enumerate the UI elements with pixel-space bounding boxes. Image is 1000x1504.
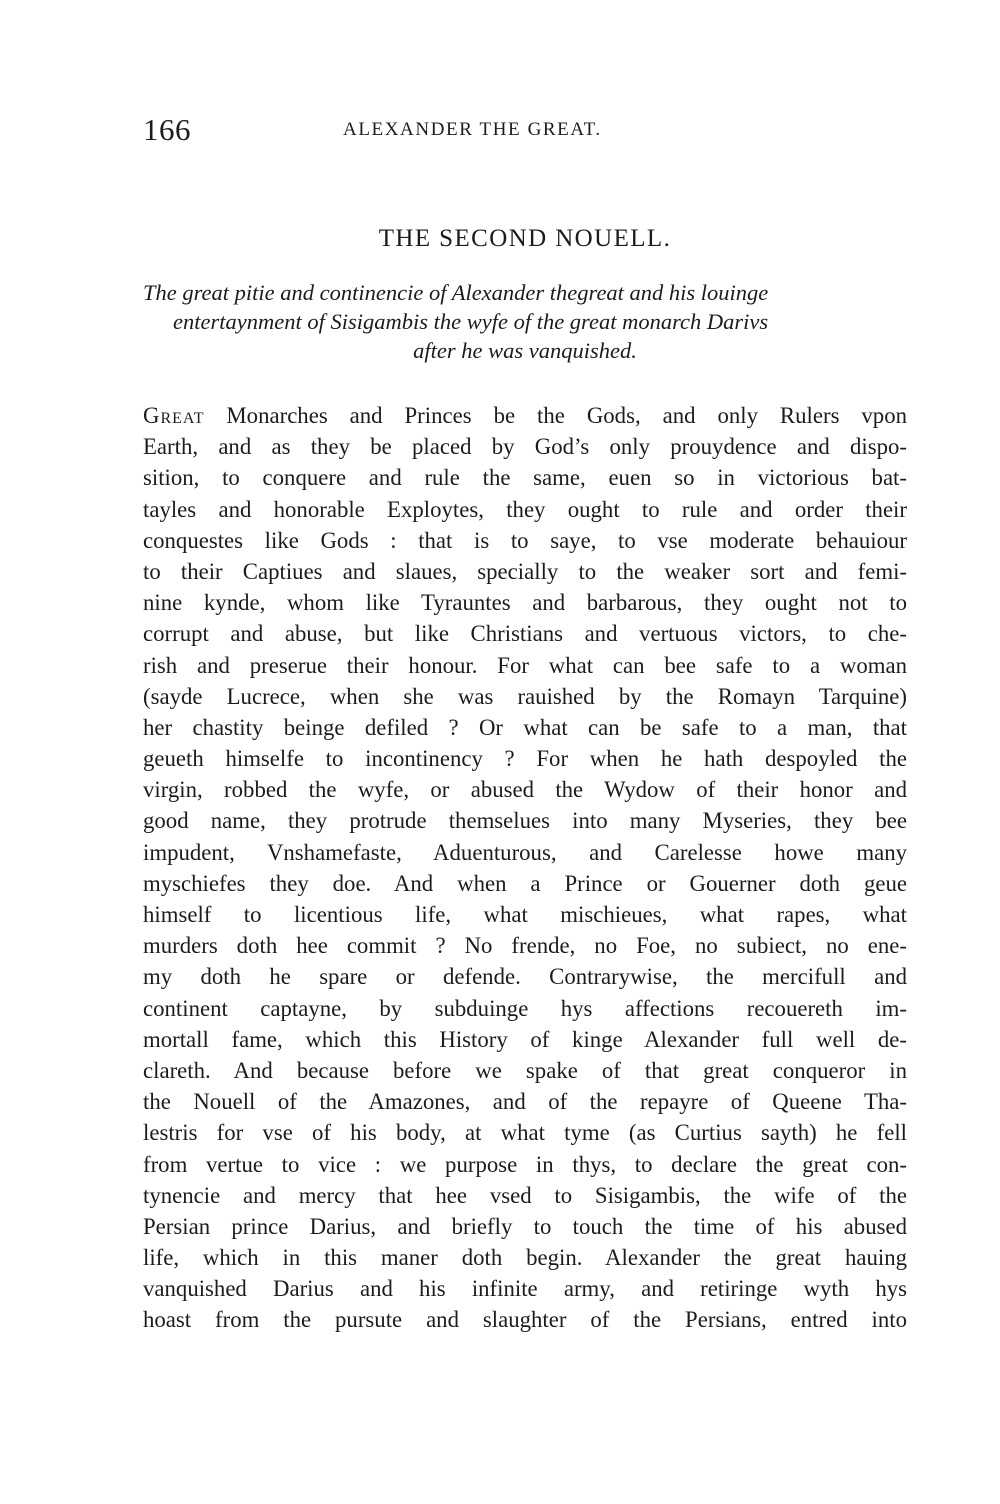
- body-text: [143, 400, 907, 1336]
- text-line: corrupt and abuse, but like Christians and vertuous victors, to che-: [143, 621, 907, 647]
- text-line: Earth, and as they be placed by God’s only prouydence and dispo-: [143, 434, 907, 460]
- text-line: hoast from the pursute and slaughter of the Persians, entred into: [143, 1307, 907, 1333]
- text-line: geueth himselfe to incontinency ? For when he hath despoyled the: [143, 746, 907, 772]
- subtitle-line: The great pitie and continencie of Alexander thegreat and his louinge: [143, 280, 769, 305]
- running-title: ALEXANDER THE GREAT.: [343, 119, 602, 140]
- text-line: sition, to conquere and rule the same, euen so in victorious bat-: [143, 465, 907, 491]
- chapter-title: THE SECOND NOUELL.: [378, 225, 672, 252]
- text-line: continent captayne, by subduinge hys affections recouereth im-: [143, 995, 907, 1021]
- text-line: impudent, Vnshamefaste, Aduenturous, and Carelesse howe many: [143, 839, 907, 865]
- text-line: virgin, robbed the wyfe, or abused the Wydow of their honor and: [143, 777, 907, 803]
- text-line: from vertue to vice : we purpose in thys, to declare the great con-: [143, 1151, 907, 1177]
- subtitle-line: after he was vanquished.: [413, 338, 637, 363]
- first-word-small-caps: Great: [143, 403, 205, 428]
- text-line: clareth. And because before we spake of that great conqueror in: [143, 1057, 907, 1083]
- text-line: mortall fame, which this History of kinge Alexander full well de-: [143, 1026, 907, 1052]
- text-line: her chastity beinge defiled ? Or what can be safe to a man, that: [143, 714, 907, 740]
- text-line: myschiefes they doe. And when a Prince or Gouerner doth geue: [143, 870, 907, 896]
- text-line: my doth he spare or defende. Contrarywise, the mercifull and: [143, 964, 907, 990]
- text-line: lestris for vse of his body, at what tyme (as Curtius sayth) he fell: [143, 1120, 907, 1146]
- first-line-rest: Monarches and Princes be the Gods, and only Rulers vpon: [204, 403, 907, 428]
- text-line: life, which in this maner doth begin. Alexander the great hauing: [143, 1245, 907, 1271]
- chapter-subtitle: [143, 278, 907, 365]
- text-line: vanquished Darius and his infinite army, and retiringe wyth hys: [143, 1276, 907, 1302]
- text-line: nine kynde, whom like Tyrauntes and barbarous, they ought not to: [143, 590, 907, 616]
- text-line: tayles and honorable Exploytes, they ought to rule and order their: [143, 496, 907, 522]
- subtitle-line: entertaynment of Sisigambis the wyfe of the great monarch Darivs: [173, 309, 769, 334]
- text-line: to their Captiues and slaues, specially to the weaker sort and femi-: [143, 558, 907, 584]
- running-head: [143, 112, 907, 148]
- text-line: (sayde Lucrece, when she was rauished by the Romayn Tarquine): [143, 683, 907, 709]
- text-line: tynencie and mercy that hee vsed to Sisigambis, the wife of the: [143, 1182, 907, 1208]
- text-line: [143, 400, 907, 431]
- text-line: rish and preserue their honour. For what can bee safe to a woman: [143, 652, 907, 678]
- text-line: conquestes like Gods : that is to saye, to vse moderate behauiour: [143, 527, 907, 553]
- text-line: murders doth hee commit ? No frende, no Foe, no subiect, no ene-: [143, 933, 907, 959]
- text-line: Persian prince Darius, and briefly to touch the time of his abused: [143, 1213, 907, 1239]
- text-line: good name, they protrude themselues into many Myseries, they bee: [143, 808, 907, 834]
- text-line: the Nouell of the Amazones, and of the repayre of Queene Tha-: [143, 1089, 907, 1115]
- text-line: himself to licentious life, what mischieues, what rapes, what: [143, 902, 907, 927]
- page-number: 166: [143, 112, 191, 147]
